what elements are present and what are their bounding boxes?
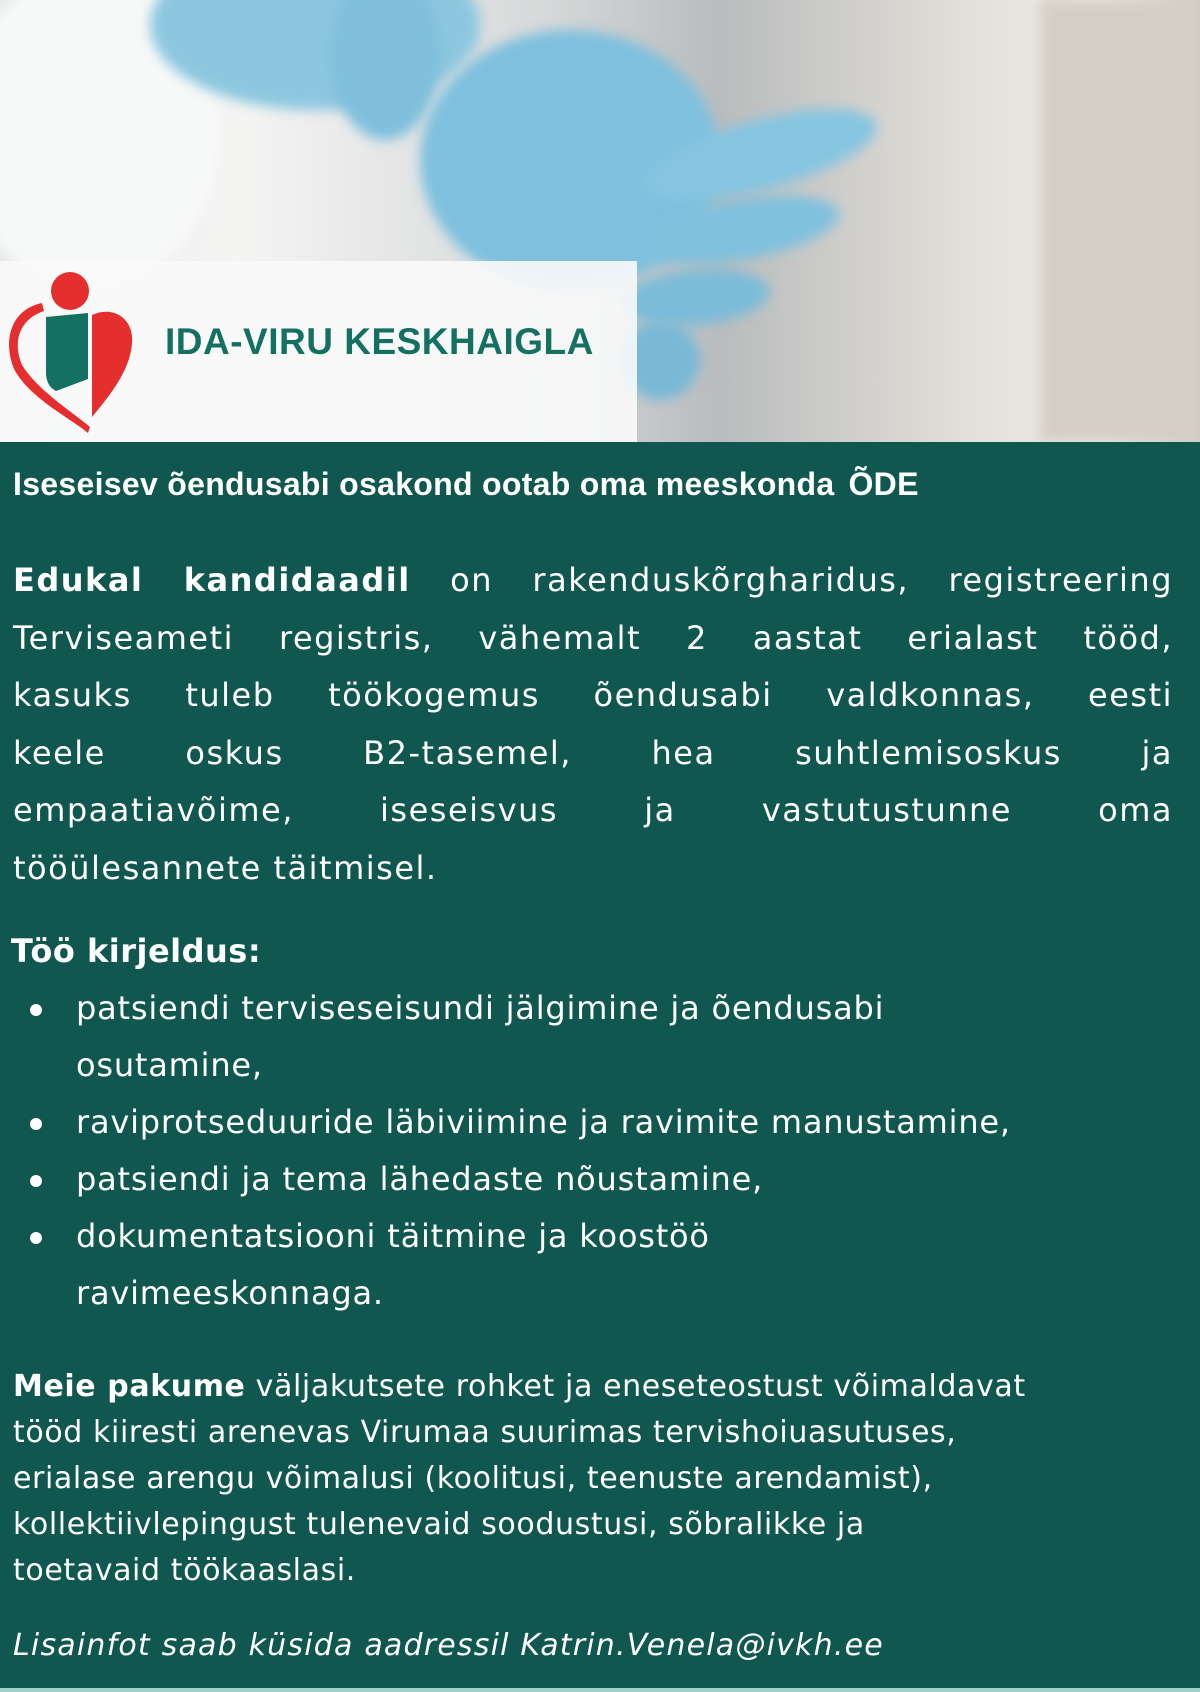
offer-lead: Meie pakume <box>13 1369 246 1404</box>
list-item <box>30 980 1011 1037</box>
requirements-paragraph <box>13 552 1173 897</box>
position-name: ÕDE <box>848 466 919 502</box>
offer-line: toetavaid töökaaslasi. <box>13 1553 356 1588</box>
job-ad-content <box>0 442 1200 1688</box>
offer-paragraph <box>13 1364 1178 1594</box>
offer-line: kollektiivlepingust tulenevaid soodustusi, sõbralikke ja <box>13 1507 865 1542</box>
paragraph-line: keele oskus B2-tasemel, hea suhtlemisoskus ja <box>13 733 1173 772</box>
job-description-list <box>30 980 1011 1322</box>
paragraph-line: Terviseameti registris, vähemalt 2 aastat erialast tööd, <box>13 618 1173 657</box>
glove-left-fingers <box>330 0 440 140</box>
job-title <box>13 466 919 503</box>
bullet-icon <box>30 1232 42 1244</box>
list-item-continuation <box>30 1265 1011 1322</box>
list-item <box>30 1094 1011 1151</box>
background-wall <box>1040 0 1200 442</box>
paragraph-line: kasuks tuleb töökogemus õendusabi valdkonnas, eesti <box>13 676 1173 714</box>
list-item <box>30 1208 1011 1265</box>
paragraph-line <box>13 552 1173 610</box>
bullet-icon <box>30 1175 42 1187</box>
item-text: dokumentatsiooni täitmine ja koostöö <box>76 1217 710 1255</box>
logo-panel <box>0 261 637 442</box>
list-item <box>30 1151 1011 1208</box>
item-text: patsiendi ja tema lähedaste nõustamine, <box>76 1160 764 1198</box>
contact-info: Lisainfot saab küsida aadressil Katrin.Venela@ivkh.ee <box>13 1628 884 1663</box>
bottom-border <box>0 1688 1200 1692</box>
paragraph-line: tööülesannete täitmisel. <box>13 848 438 887</box>
line-text: väljakutsete rohket ja eneseteostust võimaldavat <box>245 1369 1026 1404</box>
item-text: osutamine, <box>76 1046 263 1084</box>
job-description-heading: Töö kirjeldus: <box>11 932 262 970</box>
offer-line <box>13 1364 1178 1410</box>
item-text: raviprotseduuride läbiviimine ja ravimite manustamine, <box>76 1103 1011 1141</box>
bullet-icon <box>30 1118 42 1130</box>
list-item-continuation <box>30 1037 1011 1094</box>
line-text: on rakenduskõrgharidus, registreering <box>410 561 1174 599</box>
item-text: patsiendi terviseseisundi jälgimine ja õendusabi <box>76 989 885 1027</box>
title-text: Iseseisev õendusabi osakond ootab oma meeskonda <box>13 466 835 502</box>
requirements-lead: Edukal kandidaadil <box>13 561 411 599</box>
hospital-logo-icon <box>2 269 142 439</box>
header-photo-gloves <box>0 0 1200 442</box>
brand-name: IDA-VIRU KESKHAIGLA <box>165 321 594 362</box>
item-text: ravimeeskonnaga. <box>76 1274 384 1312</box>
offer-line: tööd kiiresti arenevas Virumaa suurimas tervishoiuasutuses, <box>13 1415 957 1450</box>
offer-line: erialase arengu võimalusi (koolitusi, teenuste arendamist), <box>13 1461 933 1496</box>
paragraph-line: empaatiavõime, iseseisvus ja vastutustunne oma <box>13 791 1173 829</box>
bullet-icon <box>30 1004 42 1016</box>
